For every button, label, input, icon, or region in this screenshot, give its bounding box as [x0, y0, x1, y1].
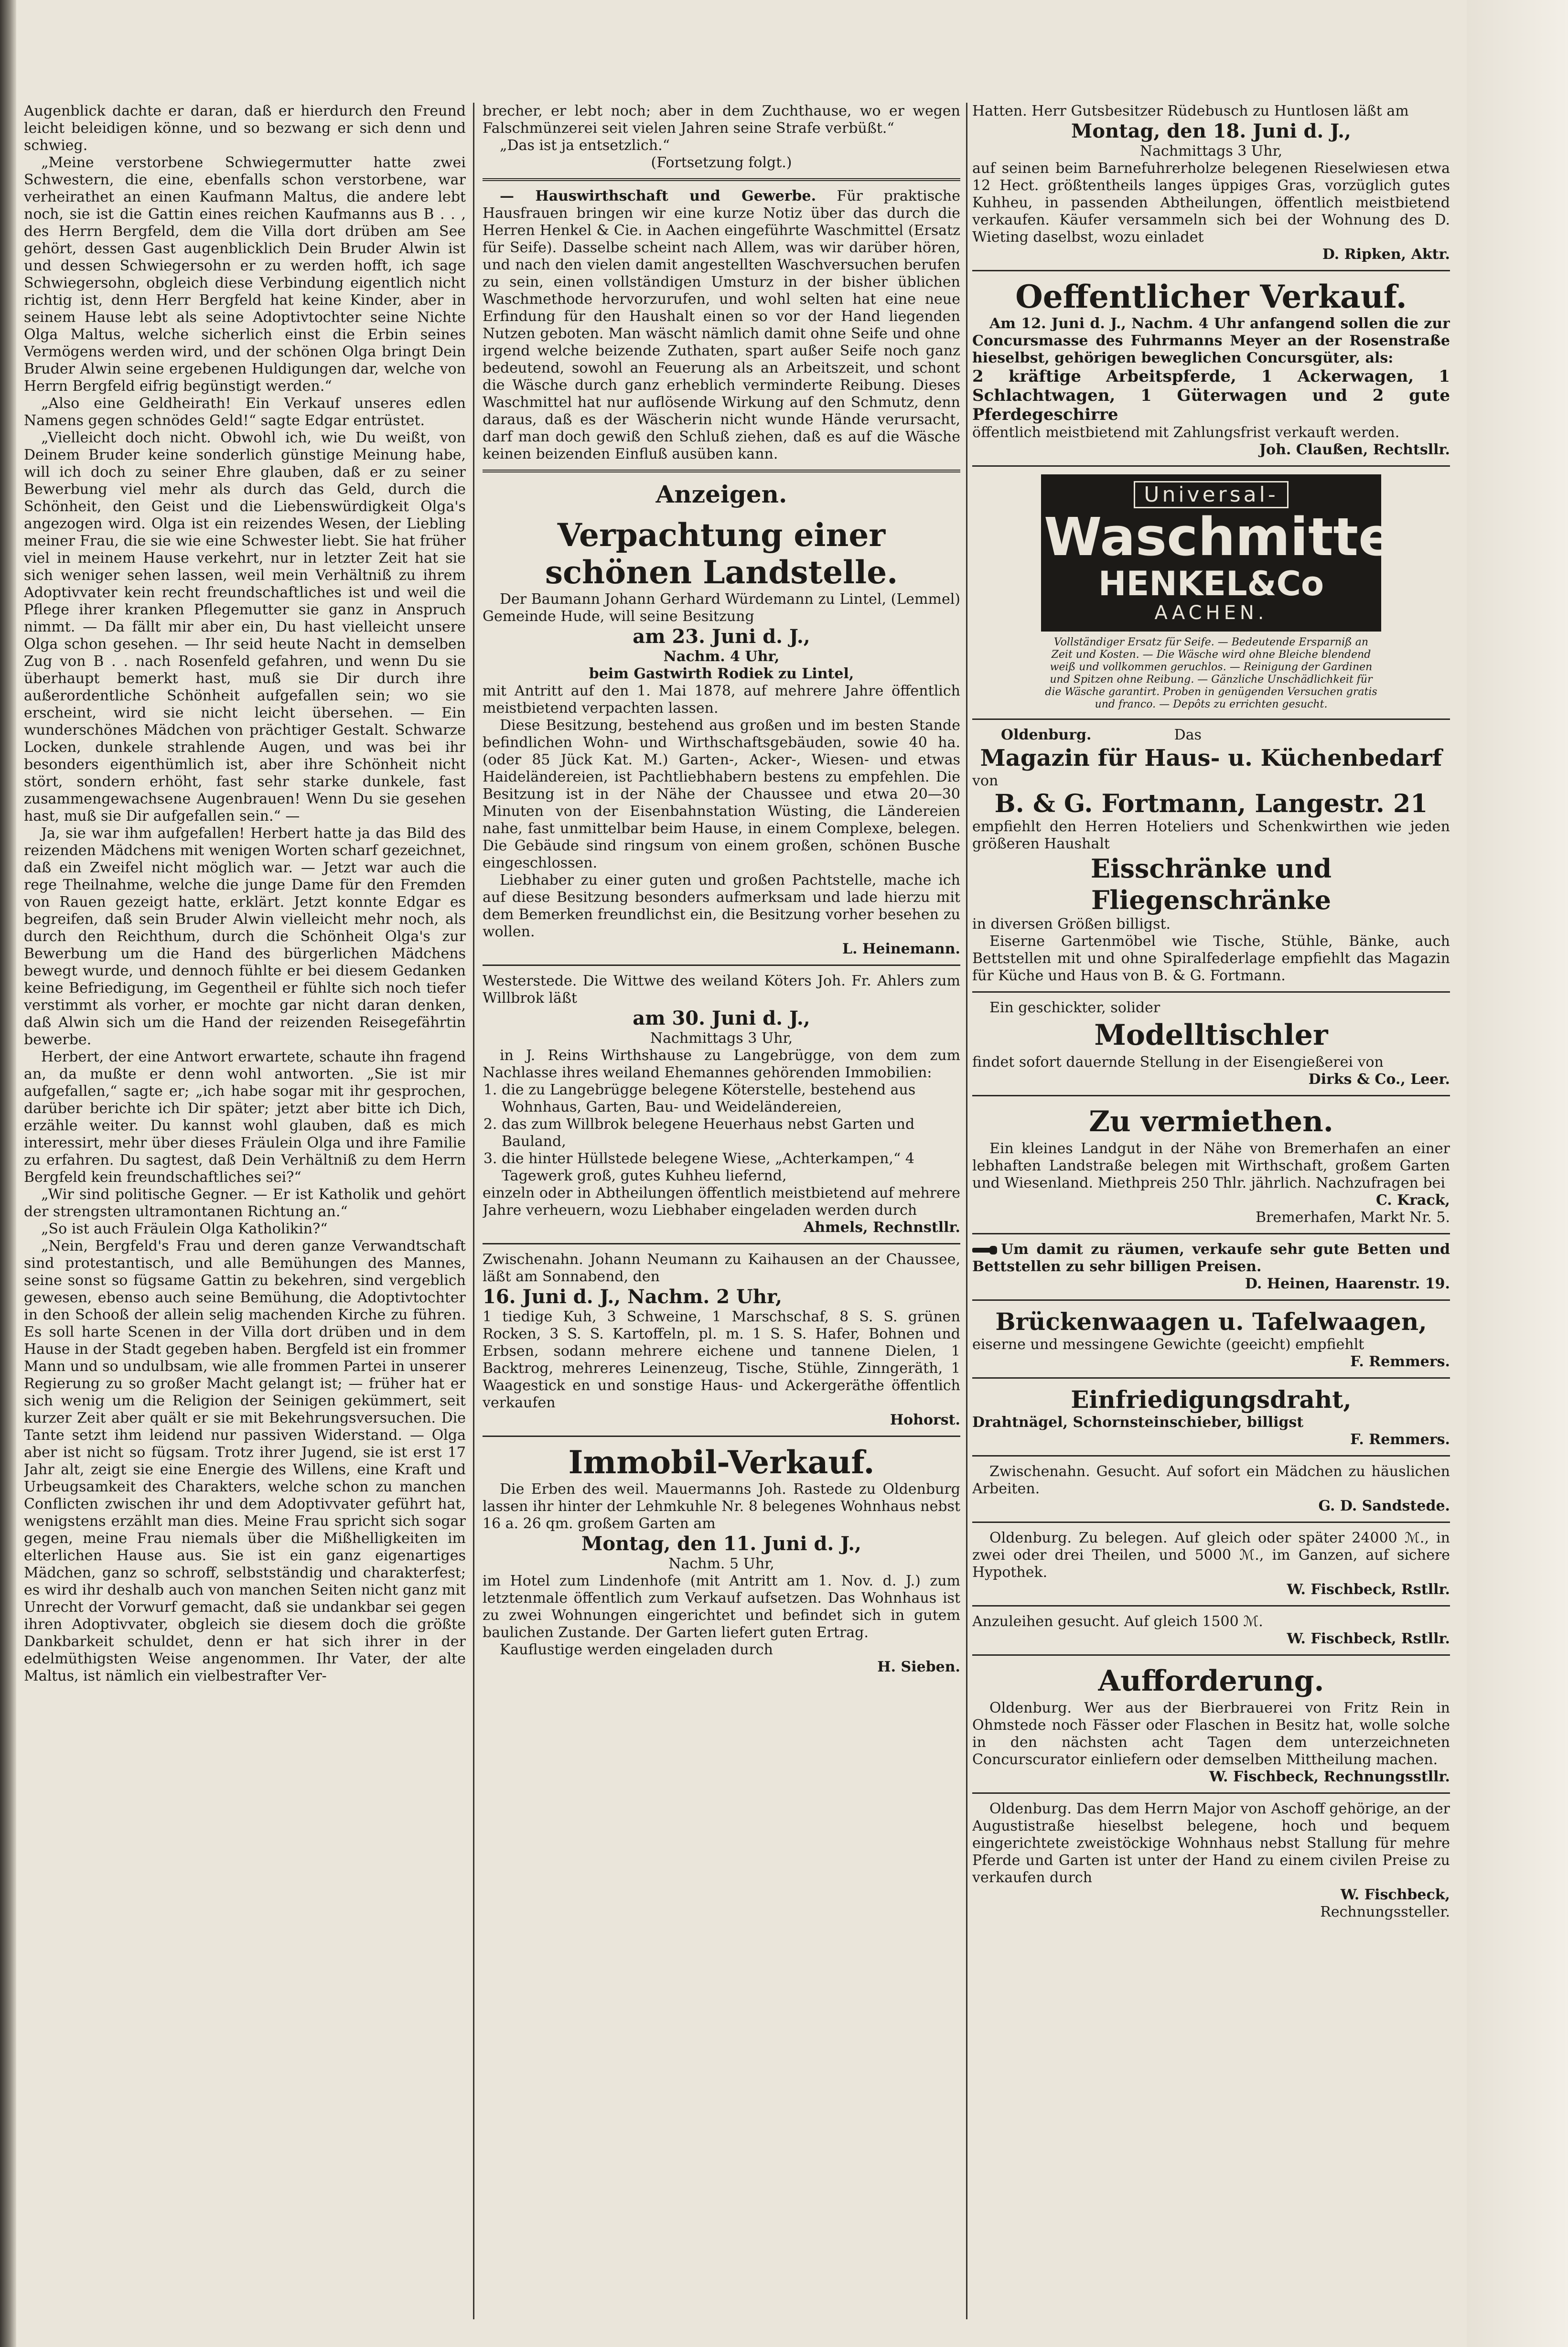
ad-signature: F. Remmers. [1350, 1431, 1450, 1448]
divider [483, 1243, 960, 1244]
ad-text: Diese Besitzung, bestehend aus großen und im besten Stande befindlichen Wohn- und Wirthschaftsgebäuden, sowie 40 ha. (oder 85 Jück Kat. M.) Garten-, Acker-, Wiesen- und etwas Haideländereien, ist Pachtliebhabern bestens zu empfehlen. Die Besitzung ist in der Nähe der Chaussee und etwa 20—30 Minuten von der Eisenbahnstation Wüsting, die Ländereien nahe, fast unmittelbar beim Hause, in einem Complexe, belegen. Die Gebäude sind ringsum von einem großen, schönen Busche eingeschlossen. [483, 717, 960, 871]
ad-text: eiserne und messingene Gewichte (geeicht) empfiehlt [972, 1336, 1364, 1353]
ad-text: Ein geschickter, solider [989, 999, 1160, 1016]
story-paragraph: Ja, sie war ihm aufgefallen! Herbert hatte ja das Bild des reizenden Mädchens mit wenigen Worten scharf gezeichnet, daß ein Zweifel nicht möglich war. — Jetzt war auch die rege Theilnahme, welche die junge Dame für den Fremden von Rauen gezeigt hatte, erklärt. Jetzt konnte Edgar es begreifen, daß sein Bruder Alwin vielleicht mehr noch, als durch den Reichthum, durch die Schönheit Olga's zur Bewerbung um die Hand des bürgerlichen Mädchens bewegt wurde, und dennoch fühlte er bei diesem Gedanken keine Befriedigung, im Gegentheil er fühlte sich noch tiefer verstimmt als vorher, er mochte gar nicht daran denken, daß Alwin sich um die Hand der reizenden Reisegefährtin bewerbe. [24, 825, 466, 1048]
ad-text: Das [1174, 727, 1202, 743]
ad-anleihe [972, 1613, 1450, 1648]
ad-date: Montag, den 11. Juni d. J., [581, 1533, 861, 1555]
ad-time: Nachm. 5 Uhr, [668, 1555, 774, 1572]
story-continuation [483, 103, 960, 171]
story-paragraph: „Nein, Bergfeld's Frau und deren ganze Verwandtschaft sind protestantisch, und alle Bemühungen des Mannes, seine sonst so fügsame Gattin zu bekehren, sind vergeblich gewesen, ebenso auch seine Bemühung, die Adoptivtochter in den Schooß der allein selig machenden Kirche zu führen. Es soll harte Scenen in der Villa dort drüben und in dem Hause in der Stadt gegeben haben. Bergfeld ist ein frommer Mann und so undulbsam, wie alle frommen Partei in unserer Regierung zu so großer Macht gelangt ist; — früher hat er sich wenig um die Religion der Seinigen gekümmert, seit kurzer Zeit aber quält er sie mit Bekehrungsversuchen. Die Tante setzt ihm leidend nur passiven Widerstand. — Olga aber ist nicht so fügsam. Trotz ihrer Jugend, sie ist erst 17 Jahr alt, zeigt sie eine Energie des Willens, eine Kraft und Urbeugsamkeit des Charakters, welche schon zu manchen Conflicten zwischen ihr und dem Adoptivvater geführt hat, wenigstens erzählt man dies. Meine Frau spricht sich sogar gegen, meine Frau niemals über die Mißhelligkeiten im elterlichen Hause aus. Sie ist ein ganz eigenartiges Mädchen, ganz so schroff, selbstständig und charakterfest; es wird ihr deshalb auch von manchen Seiten nicht ganz mit Unrecht der Vorwurf gemacht, daß sie undankbar sei gegen ihren Adoptivvater, obgleich sie diesem doch die größte Dankbarkeit schuldet, denn er hat sich ihrer in der edelmüthigsten Weise angenommen. Ihr Vater, der alte Maltus, ist nämlich ein vielbestrafter Ver- [24, 1238, 466, 1684]
divider [972, 1455, 1450, 1457]
ad-signature: D. Ripken, Aktr. [1322, 246, 1450, 263]
ad-text: Westerstede. Die Wittwe des weiland Köters Joh. Fr. Ahlers zum Willbrok läßt [483, 973, 960, 1007]
ad-signature: F. Remmers. [1350, 1353, 1450, 1370]
household-notice [483, 188, 960, 463]
story-paragraph: „Meine verstorbene Schwiegermutter hatte zwei Schwestern, die eine, ebenfalls schon verstorbene, war verheirathet an einen Kaufmann Maltus, die andere lebt noch, sie ist die Gattin eines reichen Kaufmanns aus B . . , des Herrn Bergfeld, dem die Villa dort drüben am See gehört, dessen Gast augenblicklich Dein Bruder Alwin ist und dessen Schwiegersohn er zu werden hofft, ich sage Schwiegersohn, obgleich diese Verbindung eigentlich nicht richtig ist, denn Herr Bergfeld hat keine Kinder, aber in seinem Hause lebt als seine Adoptivtochter seine Nichte Olga Maltus, welche sicherlich einst die Erbin seines Vermögens werden wird, und der schönen Olga bringt Dein Bruder Alwin seine ergebenen Huldigungen dar, welche von Herrn Bergfeld eifrig begünstigt werden.“ [24, 154, 466, 395]
ad-title: Zu vermiethen. [1089, 1105, 1333, 1138]
ad-oeffentlicher-verkauf [972, 278, 1450, 459]
logo-line: AACHEN. [1154, 602, 1268, 624]
ad-text: Eiserne Gartenmöbel wie Tische, Stühle, Bänke, auch Bettstellen mit und ohne Spiralfederlage empfiehlt das Magazin für Küche und Haus von B. & G. Fortmann. [972, 933, 1450, 984]
ad-title: Aufforderung. [1098, 1664, 1324, 1698]
ad-title: Einfriedigungsdraht, [1071, 1385, 1352, 1414]
henkel-logo [1041, 474, 1412, 632]
ad-waagen [972, 1307, 1450, 1371]
ad-title: Verpachtung einer schönen Landstelle. [545, 516, 898, 591]
ad-text: auf seinen beim Barnefuhrerholze belegenen Rieselwiesen etwa 12 Hect. größtentheils langes üppiges Gras, vorzüglich gutes Kuhheu, in passenden Abtheilungen, öffentlich meistbietend verkaufen. Käufer versammeln sich bei der Wohnung des D. Wieting daselbst, wozu einladet [972, 160, 1450, 246]
story-paragraph: „Wir sind politische Gegner. — Er ist Katholik und gehört der strengsten ultramontanen Richtung an.“ [24, 1186, 466, 1220]
ad-vermiethen [972, 1103, 1450, 1226]
ad-text: Um damit zu räumen, verkaufe sehr gute Betten und Bettstellen zu sehr billigen Preisen. [972, 1241, 1450, 1275]
ad-immobil [483, 1444, 960, 1676]
ad-verpachtung [483, 516, 960, 958]
ad-text: mit Antritt auf den 1. Mai 1878, auf mehrere Jahre öffentlich meistbietend verpachten lassen. [483, 683, 960, 717]
ad-text: in J. Reins Wirthshause zu Langebrügge, von dem zum Nachlasse ihres weiland Ehemannes gehörenden Immobilien: [483, 1047, 960, 1081]
ad-text: Anzuleihen gesucht. Auf gleich 1500 ℳ. [972, 1613, 1263, 1630]
continued-note: (Fortsetzung folgt.) [651, 154, 792, 171]
ad-draht [972, 1385, 1450, 1448]
ad-intro-row [972, 727, 1450, 744]
ad-betten [972, 1241, 1450, 1293]
ad-modelltischler [972, 999, 1450, 1088]
ad-title: Modelltischler [1094, 1018, 1328, 1052]
logo-line: Universal- [1134, 481, 1289, 508]
ad-signature: W. Fischbeck, Rstllr. [1287, 1581, 1450, 1598]
ad-signature: W. Fischbeck, Rstllr. [1287, 1630, 1450, 1647]
middle-column [483, 103, 960, 2319]
story-paragraph: „So ist auch Fräulein Olga Katholikin?“ [41, 1221, 328, 1237]
ad-place: beim Gastwirth Rodiek zu Lintel, [589, 665, 854, 682]
ad-text: Drahtnägel, Schornsteinschieber, billigst [972, 1414, 1304, 1431]
ad-firm: B. & G. Fortmann, Langestr. 21 [994, 789, 1428, 818]
ad-signature-title: Rechnungssteller. [1320, 1904, 1450, 1920]
column-rule-1 [473, 103, 474, 2319]
ad-signature: D. Heinen, Haarenstr. 19. [1245, 1275, 1450, 1292]
ad-time: Nachm. 4 Uhr, [663, 648, 780, 665]
ad-text: Oldenburg. Wer aus der Bierbrauerei von Fritz Rein in Ohmstede noch Fässer oder Flaschen in Besitz hat, wolle solche in den nächsten acht Tagen dem unterzeichneten Concurscurator einliefern oder demselben Mittheilung machen. [972, 1700, 1450, 1768]
divider [972, 1095, 1450, 1096]
ad-address: Bremerhafen, Markt Nr. 5. [1256, 1209, 1450, 1226]
ad-place: Oldenburg. [1001, 727, 1092, 743]
divider [972, 1522, 1450, 1523]
page-margin [1467, 0, 1568, 2347]
ad-title: Brückenwaagen u. Tafelwaagen, [995, 1307, 1427, 1336]
ad-text: von [972, 772, 999, 789]
list-item: 2. das zum Willbrok belegene Heuerhaus nebst Garten und Bauland, [502, 1116, 960, 1150]
divider [483, 1436, 960, 1437]
ad-title: Oeffentlicher Verkauf. [1015, 278, 1407, 315]
ad-items: 2 kräftige Arbeitspferde, 1 Ackerwagen, 1 Schlachtwagen, 1 Güterwagen und 2 gute Pferdegeschirre [972, 367, 1450, 424]
ad-text: Liebhaber zu einer guten und großen Pachtstelle, mache ich auf diese Besitzung besonders aufmerksam und lade hierzu mit dem Bemerken freundlichst ein, die Besitzung vorher besehen zu wollen. [483, 872, 960, 940]
ad-aufforderung [972, 1662, 1450, 1786]
pointing-hand-icon [972, 1244, 997, 1256]
ad-aschoff [972, 1800, 1450, 1921]
ad-text: findet sofort dauernde Stellung in der Eisengießerei von [972, 1054, 1384, 1071]
divider [972, 1792, 1450, 1794]
ad-date: am 23. Juni d. J., [633, 625, 810, 648]
logo-line: HENKEL&Co [1098, 564, 1324, 603]
ad-signature: Ahmels, Rechnstllr. [803, 1219, 960, 1236]
ad-fortmann [972, 727, 1450, 985]
ad-text: öffentlich meistbietend mit Zahlungsfrist verkauft werden. [972, 424, 1400, 441]
story-paragraph: Herbert, der eine Antwort erwartete, schaute ihn fragend an, da mußte er denn wohl antworten. „Sie ist mir aufgefallen,“ sagte er; „ich habe sogar mit ihr gesprochen, darüber berichte ich Dir später; jetzt aber bitte ich Dich, erzähle weiter. Du kannst wohl glauben, daß es mich interessirt, mehr über dieses Fräulein Olga und ihre Familie zu erfahren. Du sagtest, daß Dein Verhältniß zu dem Herrn Bergfeld kein freundschaftliches sei?“ [24, 1049, 466, 1186]
story-paragraph: Augenblick dachte er daran, daß er hierdurch den Freund leicht beleidigen könne, und so bezwang er sich denn und schwieg. [24, 103, 466, 154]
story-paragraph: „Also eine Geldheirath! Ein Verkauf unseres edlen Namens gegen schnödes Geld!“ sagte Edgar entrüstet. [24, 395, 466, 429]
ad-zwischenahn-auction [483, 1251, 960, 1429]
ad-list [483, 1082, 960, 1185]
ad-henkel-waschmittel [972, 474, 1450, 711]
divider [972, 1299, 1450, 1301]
divider [972, 270, 1450, 271]
household-text: Für praktische Hausfrauen bringen wir eine kurze Notiz über das durch die Herren Henkel & Cie. in Aachen eingeführte Waschmittel (Ersatz für Seife). Dasselbe scheint nach Allem, was wir darüber hören, und nach den vielen damit angestellten Waschversuchen berufen zu sein, einen vollständigen Umsturz in der bisher üblichen Waschmethode hervorzurufen, und wohl selten hat eine neue Erfindung für den Haushalt einen so vor der Hand liegenden Nutzen geboten. Man wäscht nämlich damit ohne Seife und ohne irgend welche beizende Zuthaten, spart außer Seife noch ganz bedeutend, sowohl an Feuerung als an Arbeitszeit, und schont die Wäsche durch ganz erheblich verminderte Reibung. Dieses Waschmittel hat nur auflösende Wirkung auf den Schmutz, denn daraus, daß es der Wäscherin nicht wunde Hände verursacht, darf man doch gewiß den Schluß ziehen, daß es auf die Wäsche keinen beizenden Einfluß ausüben kann. [483, 188, 960, 462]
column-rule-2 [966, 103, 967, 2319]
ad-time: Nachmittags 3 Uhr, [1139, 143, 1283, 160]
story-end-quote: „Das ist ja entsetzlich.“ [500, 137, 670, 154]
ad-text: Kauflustige werden eingeladen durch [500, 1641, 773, 1658]
ad-date: am 30. Juni d. J., [633, 1007, 810, 1029]
ad-text: im Hotel zum Lindenhofe (mit Antritt am 1. Nov. d. J.) zum letztenmale öffentlich zum Verkauf aufsetzen. Das Wohnhaus ist zu zwei Wohnungen eingerichtet und befindet sich in gutem baulichen Zustande. Der Garten liefert guten Ertrag. [483, 1573, 960, 1641]
story-column [24, 103, 466, 2319]
ad-text: Zwischenahn. Gesucht. Auf sofort ein Mädchen zu häuslichen Arbeiten. [972, 1463, 1450, 1497]
divider [972, 1654, 1450, 1656]
ad-zwischenahn-gesucht [972, 1463, 1450, 1515]
ad-signature: H. Sieben. [877, 1659, 960, 1675]
ad-westerstede [483, 973, 960, 1236]
ad-belegen [972, 1530, 1450, 1598]
ad-text: einzeln oder in Abtheilungen öffentlich meistbietend auf mehrere Jahre verheuern, wozu Liebhaber eingeladen werden durch [483, 1185, 960, 1219]
divider [972, 718, 1450, 720]
divider [972, 991, 1450, 993]
ad-signature: G. D. Sandstede. [1318, 1498, 1450, 1514]
divider [483, 470, 960, 472]
ad-text: in diversen Größen billigst. [972, 916, 1171, 932]
henkel-notes: Vollständiger Ersatz für Seife. — Bedeutende Ersparniß an Zeit und Kosten. — Die Wäsche wird ohne Bleiche blendend weiß und vollkommen geruchlos. — Reinigung der Gardinen und Spitzen ohne Reibung. — Gänzliche Unschädlichkeit für die Wäsche garantirt. Proben in genügenden Versuchen gratis und franco. — Depôts zu errichten gesucht. [1045, 636, 1377, 710]
list-item: 1. die zu Langebrügge belegene Köterstelle, bestehend aus Wohnhaus, Garten, Bau- und Weideländereien, [502, 1082, 960, 1116]
story-end-text: brecher, er lebt noch; aber in dem Zuchthause, wo er wegen Falschmünzerei seit vielen Jahren seine Strafe verbüßt.“ [483, 103, 960, 137]
ad-text: Hatten. Herr Gutsbesitzer Rüdebusch zu Huntlosen läßt am [972, 103, 1409, 119]
ad-hatten [972, 103, 1450, 263]
ad-signature: Hohorst. [890, 1412, 960, 1428]
divider [972, 1377, 1450, 1379]
ad-date: Montag, den 18. Juni d. J., [1071, 120, 1351, 142]
list-item: 3. die hinter Hüllstede belegene Wiese, „Achterkampen,“ 4 Tagewerk groß, gutes Kuhheu liefernd, [502, 1150, 960, 1185]
ad-text: Der Baumann Johann Gerhard Würdemann zu Lintel, (Lemmel) Gemeinde Hude, will seine Besitzung [483, 591, 960, 625]
ad-title: Immobil-Verkauf. [568, 1444, 875, 1481]
ads-heading: Anzeigen. [655, 480, 787, 508]
ad-big: Eisschränke und Fliegenschränke [1090, 853, 1332, 915]
ad-text: Ein kleines Landgut in der Nähe von Bremerhafen an einer lebhaften Landstraße belegen mit Wirthschaft, großem Garten und Wiesenland. Miethpreis 250 Thlr. jährlich. Nachzufragen bei [972, 1140, 1450, 1191]
ad-date: 16. Juni d. J., Nachm. 2 Uhr, [483, 1286, 783, 1308]
ad-signature: L. Heinemann. [842, 941, 960, 957]
divider [972, 465, 1450, 467]
ad-signature: W. Fischbeck, Rechnungsstllr. [1209, 1768, 1450, 1785]
household-title: — Hauswirthschaft und Gewerbe. [500, 188, 816, 204]
divider [483, 178, 960, 181]
ad-signature: W. Fischbeck, [1340, 1886, 1450, 1903]
ad-text: 1 tiedige Kuh, 3 Schweine, 1 Marschschaf, 8 S. S. grünen Rocken, 3 S. S. Kartoffeln, pl. m. 1 S. S. Hafer, Bohnen und Erbsen, sodann mehrere eichene und tannene Dielen, 1 Backtrog, mehreres Leinenzeug, Tische, Stühle, Zinngeräth, 1 Waagestick en und sonstige Haus- und Ackergeräthe öffentlich verkaufen [483, 1308, 960, 1411]
ad-signature: Joh. Claußen, Rechtsllr. [1259, 441, 1450, 458]
ad-time: Nachmittags 3 Uhr, [650, 1030, 793, 1047]
logo-line: Waschmittel [1044, 506, 1412, 568]
divider [972, 1233, 1450, 1234]
book-spine [0, 0, 16, 2347]
ad-name: C. Krack, [1375, 1192, 1450, 1209]
divider [483, 965, 960, 966]
ad-text: Oldenburg. Zu belegen. Auf gleich oder später 24000 ℳ., in zwei oder drei Theilen, und 5000 ℳ., im Ganzen, auf sichere Hypothek. [972, 1530, 1450, 1581]
ad-text: Die Erben des weil. Mauermanns Joh. Rastede zu Oldenburg lassen ihr hinter der Lehmkuhle Nr. 8 belegenes Wohnhaus nebst 16 a. 26 qm. großem Garten am [483, 1481, 960, 1532]
right-column [972, 103, 1450, 2319]
ad-title: Magazin für Haus- u. Küchenbedarf [980, 745, 1442, 772]
story-paragraph: „Vielleicht doch nicht. Obwohl ich, wie Du weißt, von Deinem Bruder keine sonderlich günstige Meinung habe, will ich doch zu seiner Ehre glauben, daß er zu seiner Bewerbung viel mehr als durch das Geld, durch die Schönheit, den Geist und die Liebenswürdigkeit Olga's angezogen wird. Olga ist ein reizendes Wesen, der Liebling meiner Frau, die sie wie eine Schwester liebt. Sie hat früher viel in meinem Hause verkehrt, nur in letzter Zeit hat sie sich weniger sehen lassen, weil mein Verhältniß zu ihrem Adoptivvater kein recht freundschaftliches ist und weil die Pflege ihrer kranken Pflegemutter sie ganz in Anspruch nimmt. — Da fällt mir aber ein, Du hast vielleicht unsere Olga schon gesehen. — Ihr seid heute Nacht in demselben Zug von B . . nach Rosenfeld gefahren, und wenn Du sie überhaupt bemerkt hast, muß sie Dir durch ihre außerordentliche Schönheit aufgefallen sein; wo sie erscheint, wird sie nicht leicht übersehen. — Ein wunderschönes Mädchen von prächtiger Gestalt. Schwarze Locken, dunkele strahlende Augen, und was bei ihr besonders eigenthümlich ist, aber ihre Schönheit nicht stört, sondern erhöht, fast sehr starke dunkele, fast zusammengewachsene Augenbrauen! Wenn Du sie gesehen hast, muß sie Dir aufgefallen sein.“ — [24, 429, 466, 825]
ad-text: empfiehlt den Herren Hoteliers und Schenkwirthen wie jeden größeren Haushalt [972, 818, 1450, 852]
ad-signature: Dirks & Co., Leer. [1308, 1071, 1450, 1088]
ad-text: Am 12. Juni d. J., Nachm. 4 Uhr anfangend sollen die zur Concursmasse des Fuhrmanns Meyer an der Rosenstraße hieselbst, gehörigen beweglichen Concursgüter, als: [972, 315, 1450, 366]
ad-text: Oldenburg. Das dem Herrn Major von Aschoff gehörige, an der Augustistraße hieselbst belegene, hoch und bequem eingerichtete zweistöckige Wohnhaus nebst Stallung für mehre Pferde und Garten ist unter der Hand zu einem civilen Preise zu verkaufen durch [972, 1800, 1450, 1886]
divider [972, 1605, 1450, 1607]
ad-text: Zwischenahn. Johann Neumann zu Kaihausen an der Chaussee, läßt am Sonnabend, den [483, 1251, 960, 1285]
